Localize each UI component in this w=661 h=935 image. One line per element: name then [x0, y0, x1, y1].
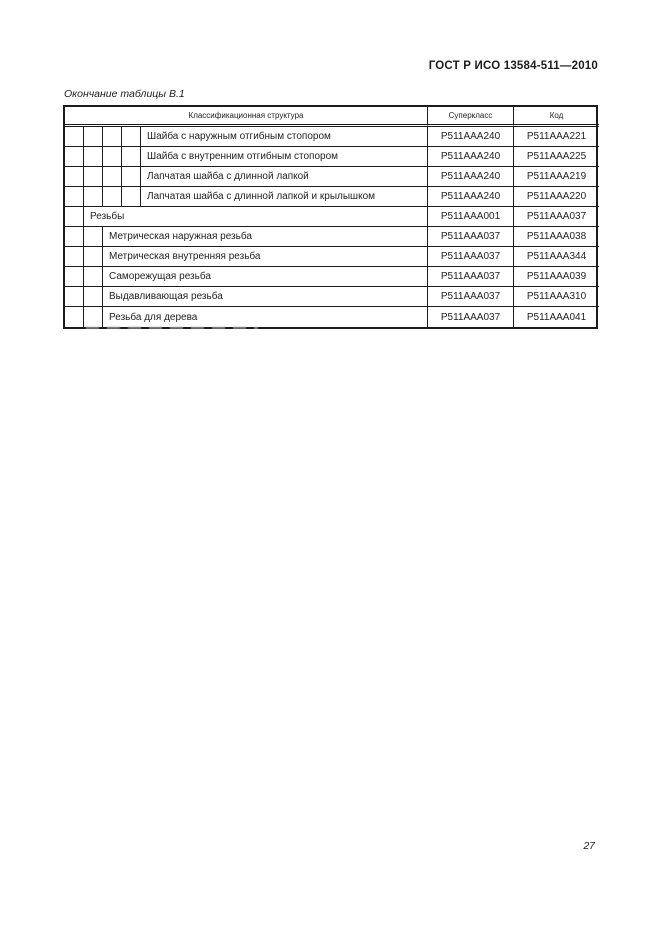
table-row: [65, 247, 599, 267]
superclass-value: P511AAA240: [428, 147, 514, 167]
indent-cell: [84, 127, 103, 147]
indent-cell: [65, 227, 84, 247]
indent-cell: [65, 167, 84, 187]
code-value: P511AAA310: [514, 287, 599, 307]
indent-cell: [103, 167, 122, 187]
indent-cell: [65, 187, 84, 207]
indent-cell: [65, 247, 84, 267]
indent-cell: [122, 147, 141, 167]
table-row: [65, 127, 599, 147]
indent-cell: [84, 147, 103, 167]
indent-cell: [103, 127, 122, 147]
table-row: [65, 187, 599, 207]
indent-cell: [103, 187, 122, 207]
scan-artifact: [86, 326, 258, 329]
indent-cell: [122, 167, 141, 187]
indent-cell: [65, 307, 84, 327]
code-value: P511AAA039: [514, 267, 599, 287]
classification-label: Шайба с внутренним отгибным стопором: [141, 147, 428, 167]
classification-table: [65, 107, 599, 327]
indent-cell: [84, 247, 103, 267]
superclass-value: P511AAA240: [428, 187, 514, 207]
indent-cell: [84, 187, 103, 207]
superclass-value: P511AAA037: [428, 247, 514, 267]
indent-cell: [65, 267, 84, 287]
code-value: P511AAA225: [514, 147, 599, 167]
indent-cell: [122, 127, 141, 147]
indent-cell: [65, 147, 84, 167]
table-row: [65, 287, 599, 307]
indent-cell: [84, 287, 103, 307]
table-row: [65, 167, 599, 187]
superclass-value: P511AAA037: [428, 267, 514, 287]
classification-label: Лапчатая шайба с длинной лапкой и крылышком: [141, 187, 428, 207]
classification-label: Метрическая наружная резьба: [103, 227, 428, 247]
indent-cell: [84, 307, 103, 327]
code-value: P511AAA041: [526, 311, 587, 323]
classification-label: Метрическая внутренняя резьба: [103, 247, 428, 267]
code-value: P511AAA344: [514, 247, 599, 267]
table-row: [65, 267, 599, 287]
standard-number-header: ГОСТ Р ИСО 13584-511—2010: [428, 60, 598, 72]
superclass-value: P511AAA240: [428, 167, 514, 187]
classification-label: Шайба с наружным отгибным стопором: [141, 127, 428, 147]
classification-label: Резьба для дерева: [103, 307, 428, 327]
column-header-code: Код: [514, 107, 599, 127]
indent-cell: [65, 207, 84, 227]
page-number: 27: [583, 840, 595, 852]
superclass-value: P511AAA037: [428, 227, 514, 247]
indent-cell: [65, 127, 84, 147]
indent-cell: [122, 187, 141, 207]
indent-cell: [84, 167, 103, 187]
superclass-value: P511AAA037: [428, 307, 514, 327]
column-header-classification: Классификационная структура: [65, 107, 428, 127]
superclass-value: P511AAA240: [428, 127, 514, 147]
classification-label: Резьбы: [84, 207, 428, 227]
code-value: P511AAA221: [514, 127, 599, 147]
superclass-value: P511AAA001: [428, 207, 514, 227]
table-row: [65, 307, 599, 327]
table-caption: Окончание таблицы В.1: [64, 88, 185, 100]
code-value: P511AAA037: [514, 207, 599, 227]
table-row: [65, 207, 599, 227]
classification-label: Выдавливающая резьба: [103, 287, 428, 307]
indent-cell: [84, 227, 103, 247]
code-value: P511AAA219: [514, 167, 599, 187]
table-row: [65, 147, 599, 167]
indent-cell: [65, 287, 84, 307]
classification-table-container: [63, 105, 598, 329]
superclass-value: P511AAA037: [428, 287, 514, 307]
classification-label: Лапчатая шайба с длинной лапкой: [141, 167, 428, 187]
code-value: P511AAA038: [514, 227, 599, 247]
indent-cell: [84, 267, 103, 287]
table-header-row: [65, 107, 599, 127]
table-row: [65, 227, 599, 247]
code-value: P511AAA220: [514, 187, 599, 207]
indent-cell: [103, 147, 122, 167]
column-header-superclass: Суперкласс: [428, 107, 514, 127]
classification-label: Саморежущая резьба: [103, 267, 428, 287]
